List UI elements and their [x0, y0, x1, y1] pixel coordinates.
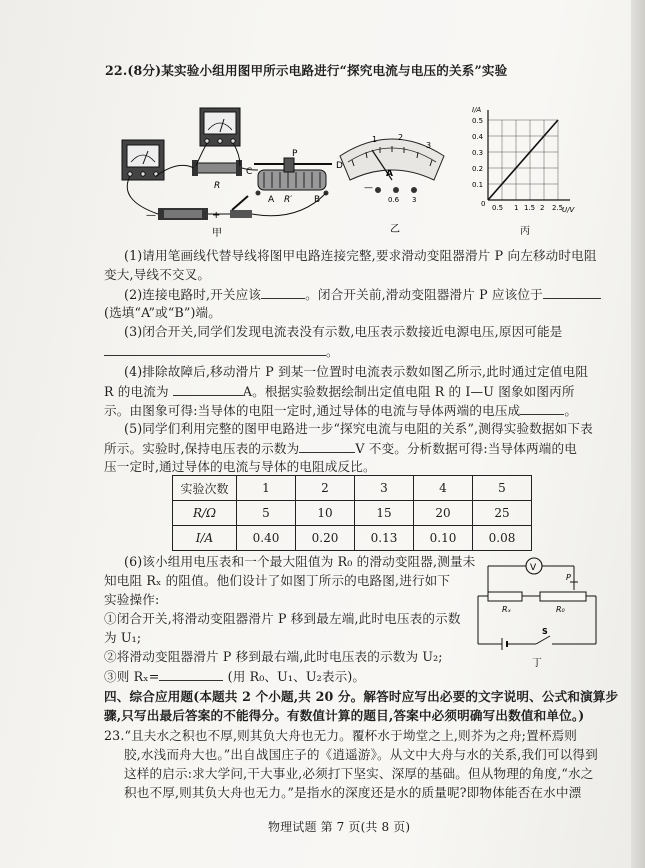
svg-text:2.5: 2.5: [552, 204, 564, 212]
svg-text:丁: 丁: [532, 658, 542, 669]
section4-instruction-line2: 骤,只写出最后答案的不能得分。有数值计算的题目,答案中必须明确写出数值和单位。): [104, 708, 585, 723]
svg-text:3: 3: [426, 141, 432, 150]
battery-icon: [158, 208, 208, 220]
q23-line4: 积也不厚,则其负大舟也无力。”是指水的深度还是水的质量呢?即物体能否在水中漂: [124, 785, 582, 800]
figure-jia-circuit: [108, 90, 348, 238]
q22-part5-line1: (5)同学们利用完整的图甲电路进一步“探究电流与电阻的关系”,测得实验数据如下表: [124, 421, 593, 436]
svg-text:丙: 丙: [520, 226, 530, 237]
svg-text:0.3: 0.3: [472, 149, 484, 157]
q22-part2-line2: (选填“A”或“B”)端。: [104, 305, 221, 320]
svg-text:0: 0: [481, 200, 486, 208]
svg-text:P: P: [292, 149, 298, 159]
table-cell: 0.08: [473, 526, 532, 551]
table-header-cell: 1: [237, 476, 296, 501]
table-row-label: R/Ω: [173, 501, 237, 526]
table-row-label: I/A: [173, 526, 237, 551]
svg-text:乙: 乙: [390, 224, 400, 235]
q22-part5-line3: 压一定时,通过导体的电流与导体的电阻成反比。: [104, 459, 376, 474]
q22-part5-line2: 所示。实验时,保持电压表的示数为 V 不变。分析数据可得:当导体两端的电: [104, 441, 578, 456]
svg-text:—: —: [364, 183, 373, 193]
svg-text:D: D: [336, 161, 343, 171]
q22-part4-line1: (4)排除故障后,移动滑片 P 到某一位置时电流表示数如图乙所示,此时通过定值电阻: [124, 364, 589, 379]
table-header-cell: 实验次数: [173, 476, 237, 501]
answer-blank-voltage[interactable]: [299, 439, 355, 453]
q22-part2-line1: (2)连接电路时,开关应该 。闭合开关前,滑动变阻器滑片 P 应该位于: [124, 285, 601, 304]
q22-part6-line6: ②将滑动变阻器滑片 P 移到最右端,此时电压表的示数为 U₂;: [104, 649, 443, 664]
svg-text:3: 3: [412, 196, 417, 204]
svg-text:I/A: I/A: [472, 106, 482, 114]
svg-text:R₀: R₀: [556, 605, 565, 614]
ammeter-icon: [122, 140, 164, 180]
q23-line3: 这样的启示:求大学问,干大事业,必须打下坚实、深厚的基础。但从物理的角度,“水之: [124, 766, 594, 781]
q22-part4-line2: R 的电流为 A。根据实验数据绘制出定值电阻 R 的 I—U 图象如图丙所: [104, 384, 575, 399]
table-cell: 0.10: [414, 526, 473, 551]
table-header-cell: 5: [473, 476, 532, 501]
svg-text:A: A: [268, 195, 275, 205]
svg-text:V: V: [530, 563, 537, 573]
answer-blank-current[interactable]: [173, 382, 243, 396]
table-row: [173, 476, 532, 501]
svg-text:1: 1: [514, 204, 519, 212]
table-cell: 25: [473, 501, 532, 526]
answer-blank-slider-end[interactable]: [543, 285, 601, 299]
svg-text:—: —: [146, 210, 156, 221]
svg-text:0.5: 0.5: [472, 117, 484, 125]
page-edge-shadow: [631, 0, 645, 868]
figure-ding-circuit: [474, 552, 602, 672]
table-header-cell: 4: [414, 476, 473, 501]
q23-line2: 胶,水浅而舟大也。”出自战国庄子的《逍遥游》。从文中大舟与水的关系,我们可以得到: [124, 747, 598, 762]
table-cell: 10: [296, 501, 355, 526]
table-header-cell: 3: [355, 476, 414, 501]
svg-text:Rₓ: Rₓ: [502, 605, 512, 614]
svg-text:U/V: U/V: [562, 206, 575, 214]
svg-text:C: C: [246, 167, 253, 177]
resistor-icon: [192, 160, 242, 176]
figure-bing-iu-graph: [462, 100, 582, 238]
table-cell: 15: [355, 501, 414, 526]
svg-text:0.1: 0.1: [472, 181, 484, 189]
svg-text:P: P: [566, 573, 571, 582]
page-footer: 物理试题 第 7 页(共 8 页): [268, 820, 411, 834]
q22-part3-line2: 。: [104, 342, 339, 361]
rheostat-icon: [254, 158, 332, 196]
answer-blank-rx-expression[interactable]: [159, 667, 223, 681]
table-row: [173, 526, 532, 551]
svg-text:0.2: 0.2: [472, 165, 484, 173]
svg-text:2: 2: [398, 133, 404, 142]
svg-text:R: R: [214, 181, 221, 191]
q22-part6-line2: 知电阻 Rₓ 的阻值。他们设计了如图丁所示的电路图,进行如下: [104, 573, 451, 588]
table-cell: 0.20: [296, 526, 355, 551]
svg-text:R′: R′: [284, 195, 293, 205]
q22-part3-line1: (3)闭合开关,同学们发现电流表没有示数,电压表示数接近电源电压,原因可能是: [124, 324, 563, 339]
switch-icon: [230, 196, 252, 218]
answer-blank-fault-reason[interactable]: [104, 342, 326, 356]
iu-line: [488, 120, 558, 200]
q22-part6-line5: 为 U₁;: [104, 630, 142, 645]
svg-text:S: S: [542, 627, 548, 636]
svg-text:1: 1: [372, 135, 378, 144]
q22-part6-line1: (6)该小组用电压表和一个最大阻值为 R₀ 的滑动变阻器,测量未: [124, 554, 476, 569]
q22-part1-line2: 变大,导线不交叉。: [104, 267, 211, 282]
table-header-cell: 2: [296, 476, 355, 501]
svg-text:+: +: [212, 210, 221, 221]
svg-text:2: 2: [540, 204, 545, 212]
section4-instruction-line1: 四、综合应用题(本题共 2 个小题,共 20 分。解答时应写出必要的文字说明、公式和演算步: [104, 689, 619, 704]
table-cell: 20: [414, 501, 473, 526]
q22-part6-line4: ①闭合开关,将滑动变阻器滑片 P 移到最左端,此时电压表的示数: [104, 611, 461, 626]
table-cell: 0.40: [237, 526, 296, 551]
answer-blank-relation[interactable]: [520, 401, 564, 415]
svg-text:0.4: 0.4: [472, 133, 484, 141]
table-cell: 5: [237, 501, 296, 526]
table-cell: 0.13: [355, 526, 414, 551]
experiment-data-table: [172, 475, 532, 551]
svg-text:B: B: [314, 195, 321, 205]
q22-part6-line3: 实验操作:: [104, 592, 160, 607]
q22-part6-line7: ③则 Rₓ= (用 R₀、U₁、U₂表示)。: [104, 669, 366, 684]
svg-text:0.5: 0.5: [492, 204, 504, 212]
svg-text:甲: 甲: [212, 228, 222, 238]
voltmeter-icon: [200, 108, 240, 146]
answer-blank-switch[interactable]: [261, 285, 305, 299]
svg-text:A: A: [386, 169, 393, 179]
figure-yi-ammeter-dial: [334, 120, 452, 238]
q22-title: 22.(8分)某实验小组用图甲所示电路进行“探究电流与电压的关系”实验: [105, 63, 508, 78]
svg-text:1.5: 1.5: [524, 204, 536, 212]
q22-part1-line1: (1)请用笔画线代替导线将图甲电路连接完整,要求滑动变阻器滑片 P 向左移动时电阻: [124, 248, 597, 263]
q22-part4-line3: 示。由图象可得:当导体的电阻一定时,通过导体的电流与导体两端的电压成 。: [104, 403, 578, 418]
q23-line1: 23.“且夫水之积也不厚,则其负大舟也无力。覆杯水于坳堂之上,则芥为之舟;置杯焉则: [104, 728, 578, 743]
table-row: [173, 501, 532, 526]
svg-text:0.6: 0.6: [388, 196, 400, 204]
